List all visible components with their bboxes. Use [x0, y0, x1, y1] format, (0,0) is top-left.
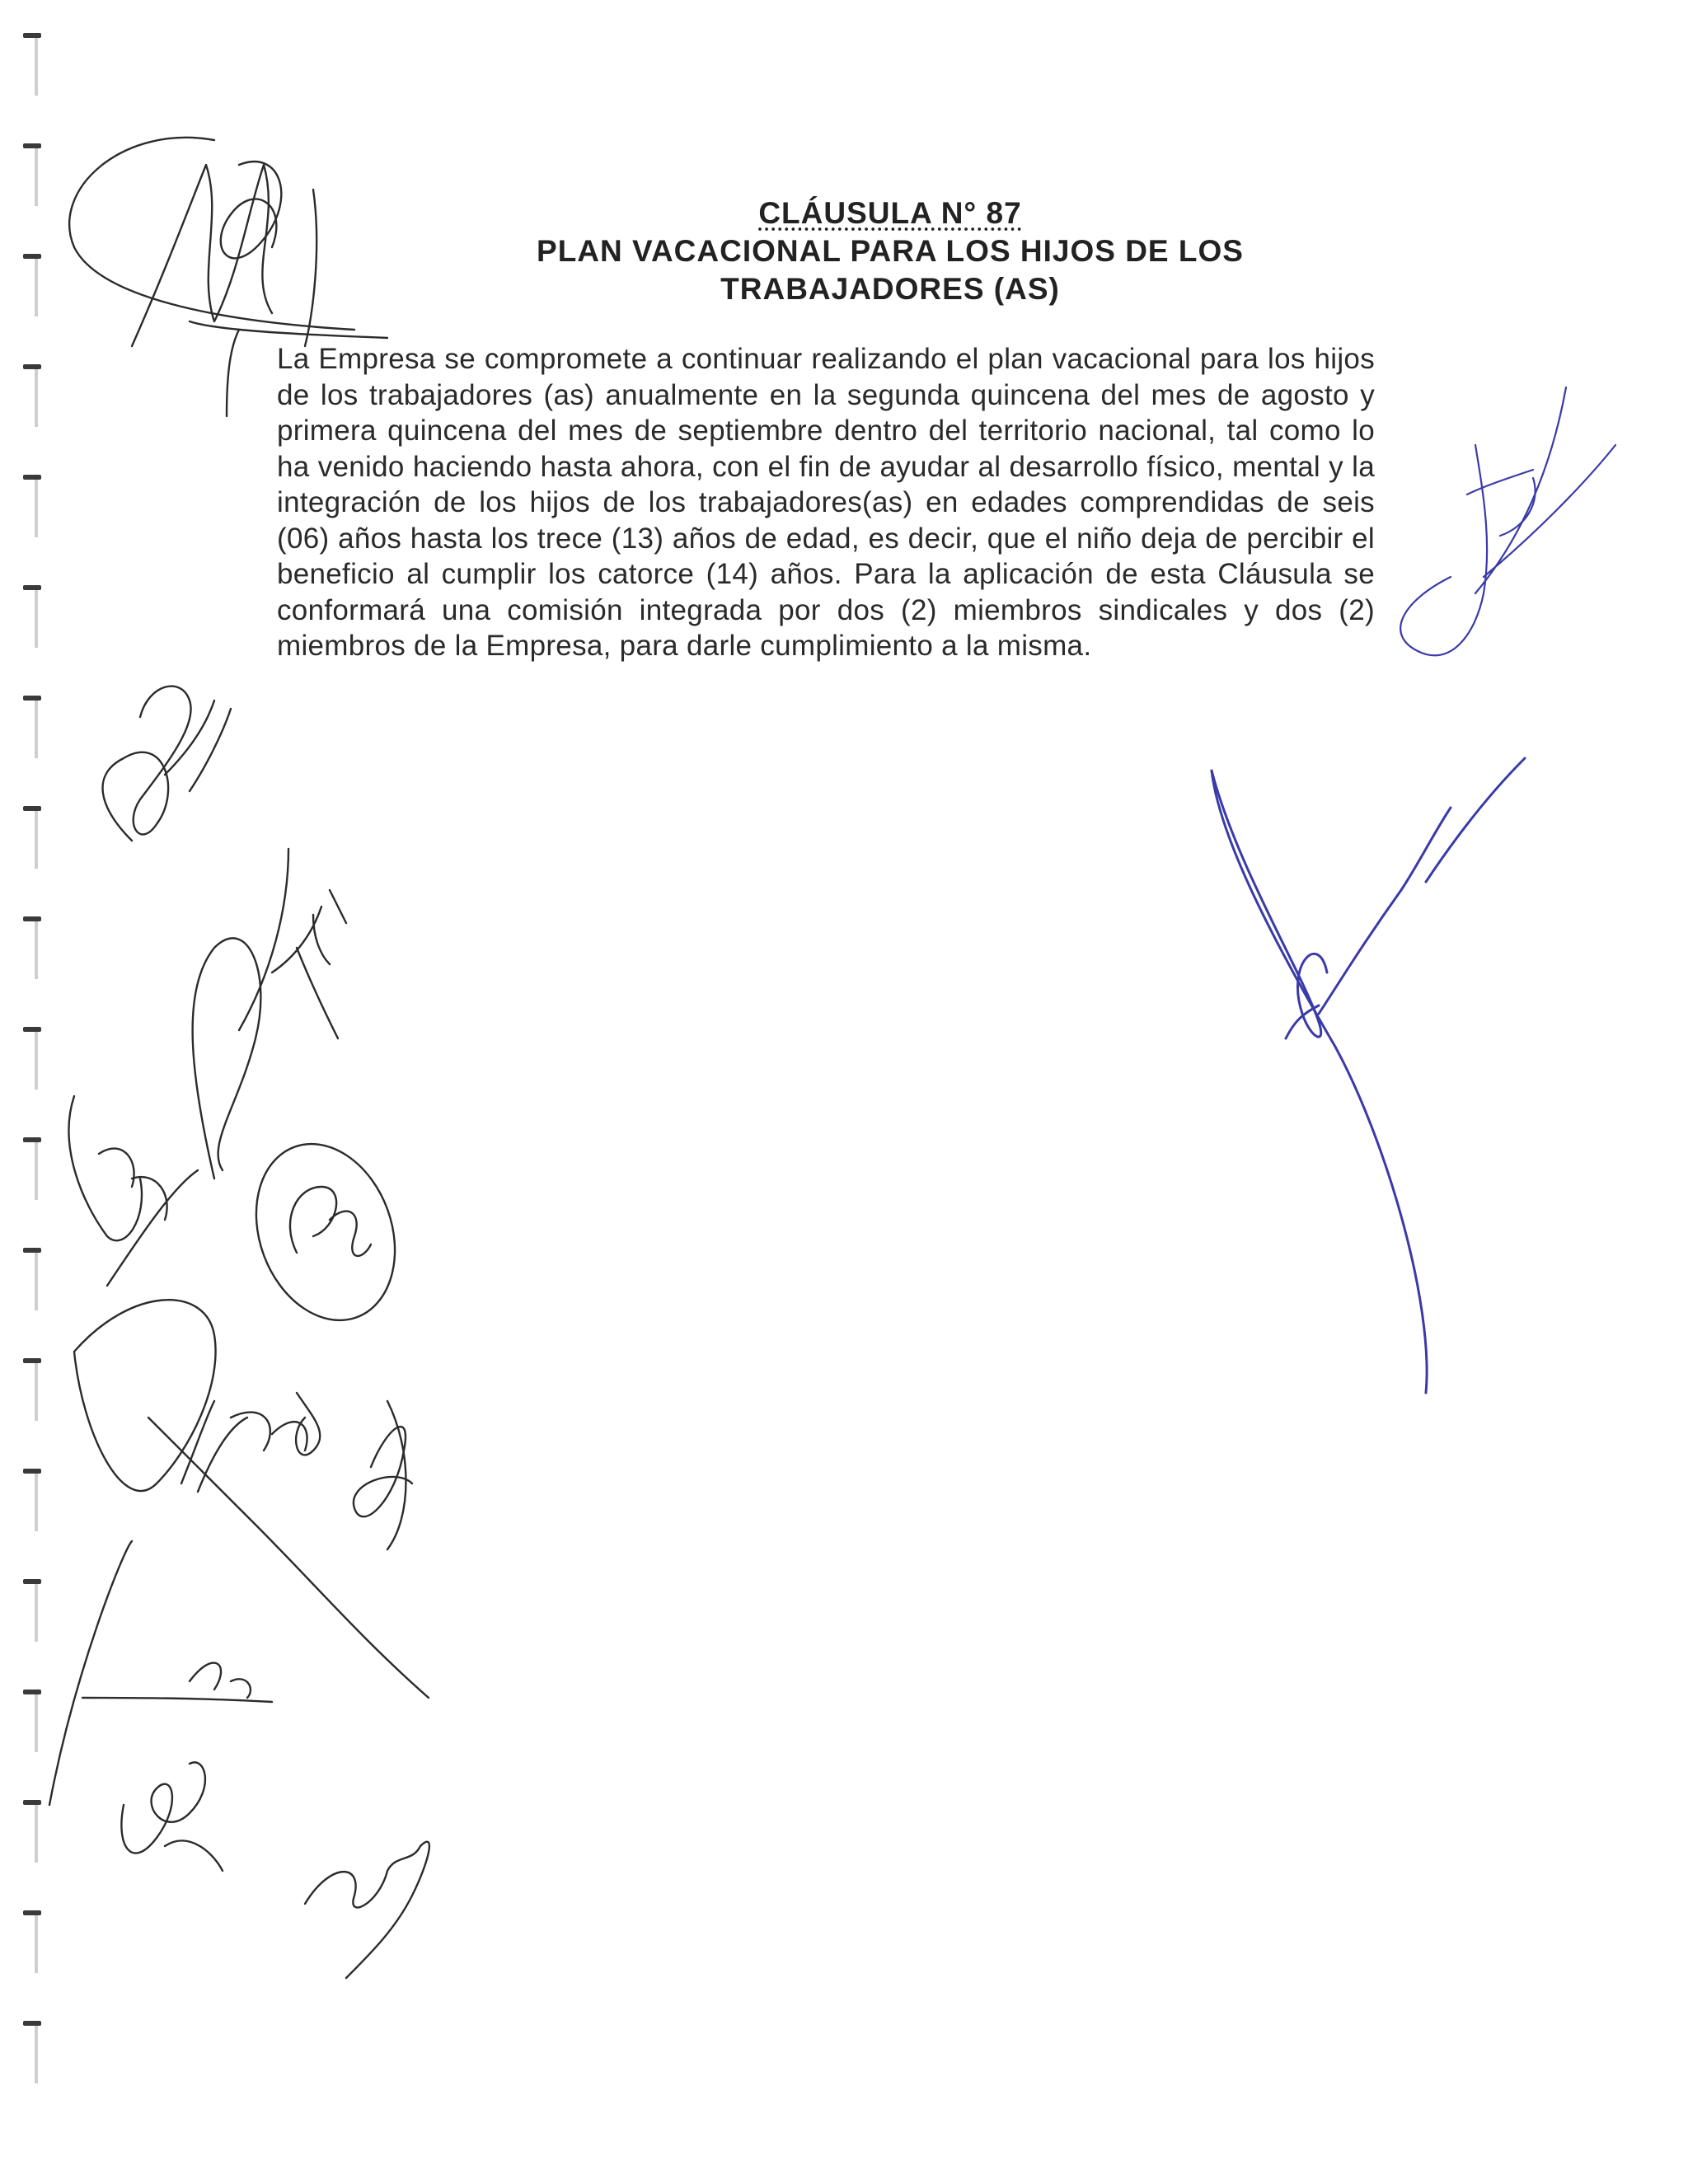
signature-stroke [296, 1393, 320, 1455]
binder-mark [23, 1469, 45, 1480]
signature-stroke [190, 321, 387, 338]
signature-stroke [1400, 445, 1487, 655]
signature-right-blue [1212, 758, 1525, 1393]
binder-mark [23, 1358, 45, 1370]
signature-stroke [1212, 771, 1427, 1393]
binder-mark [23, 1137, 45, 1149]
clause-body: La Empresa se compromete a continuar realizando el plan vacacional para los hijos de los trabajadores (as) anualmente en la segunda quincena del mes de agosto y primera quincena del mes de septiembre dentro del territorio nacional, tal como lo ha venido haciendo hasta ahora, con el fin de ayudar al desarrollo físico, mental y la integración de los hijos de los trabajadores(as) en edades comprendidas de seis (06) años hasta los trece (13) años de edad, es decir, que el niño deja de percibir el beneficio al cumplir los catorce (14) años. Para la aplicación de esta Cláusula se conformará una comisión integrada por dos (2) miembros sindicales y dos (2) miembros de la Empresa, para darle cumplimiento a la misma. [277, 343, 1375, 662]
binder-mark [23, 1690, 45, 1701]
signature-stroke [1467, 470, 1536, 536]
signature-lower-left-4 [121, 1762, 223, 1871]
signature-stroke [103, 687, 191, 841]
signature-stroke [1426, 758, 1525, 882]
clause-title-line-1: PLAN VACACIONAL PARA LOS HIJOS DE LOS [537, 234, 1244, 268]
signature-lower-left-1 [74, 1300, 429, 1698]
signature-stroke [221, 162, 281, 258]
binder-mark [23, 696, 45, 707]
binder-mark [23, 1579, 45, 1591]
signature-stroke [1475, 387, 1615, 593]
binder-mark [23, 585, 45, 597]
signature-stroke [148, 1418, 429, 1698]
binder-mark [23, 1248, 45, 1259]
signature-stroke [387, 1401, 406, 1549]
signature-stroke [165, 701, 231, 791]
signature-left-1 [103, 687, 231, 841]
signature-lower-left-2 [296, 1393, 412, 1549]
binder-mark [23, 2021, 45, 2032]
signature-stroke [165, 1840, 223, 1871]
signature-stroke [231, 1413, 307, 1451]
binder-punch-marks [23, 33, 56, 2143]
signature-left-2 [193, 849, 346, 1179]
signature-stroke [354, 1427, 412, 1516]
signature-stroke [290, 1187, 371, 1256]
binder-mark [23, 806, 45, 818]
signature-stroke [232, 1124, 419, 1339]
signature-stroke [121, 1762, 205, 1853]
binder-mark [23, 254, 45, 265]
signature-stroke [74, 1300, 216, 1491]
binder-mark [23, 475, 45, 486]
binder-mark [23, 1800, 45, 1811]
binder-mark [23, 33, 45, 45]
signature-stroke [181, 1401, 247, 1492]
signature-lower-left-5 [305, 1842, 429, 1978]
signature-stroke [107, 1170, 198, 1286]
binder-mark [23, 143, 45, 155]
clause-title-line-2: TRABAJADORES (AS) [720, 272, 1060, 306]
signature-stroke [69, 1096, 167, 1240]
binder-mark [23, 1910, 45, 1922]
binder-mark [23, 1027, 45, 1038]
signature-lower-left-3 [49, 1541, 272, 1805]
binder-mark [23, 916, 45, 928]
signature-stroke [313, 890, 346, 964]
binder-mark [23, 364, 45, 376]
signature-stroke [132, 165, 272, 346]
signature-stroke [193, 938, 261, 1179]
clause-number: CLÁUSULA N° 87 [758, 196, 1022, 230]
signature-stroke [239, 849, 338, 1038]
signature-left-circled [232, 1124, 419, 1339]
signature-stroke [305, 1842, 429, 1978]
signature-stroke [1286, 1005, 1319, 1038]
signature-stroke [49, 1541, 132, 1805]
signature-stroke [82, 1663, 272, 1702]
signature-right-upper [1400, 387, 1615, 655]
signature-stroke [1212, 771, 1327, 1037]
signature-stroke [1319, 808, 1451, 1014]
signature-stroke [69, 138, 354, 330]
signature-left-3 [69, 1096, 198, 1286]
